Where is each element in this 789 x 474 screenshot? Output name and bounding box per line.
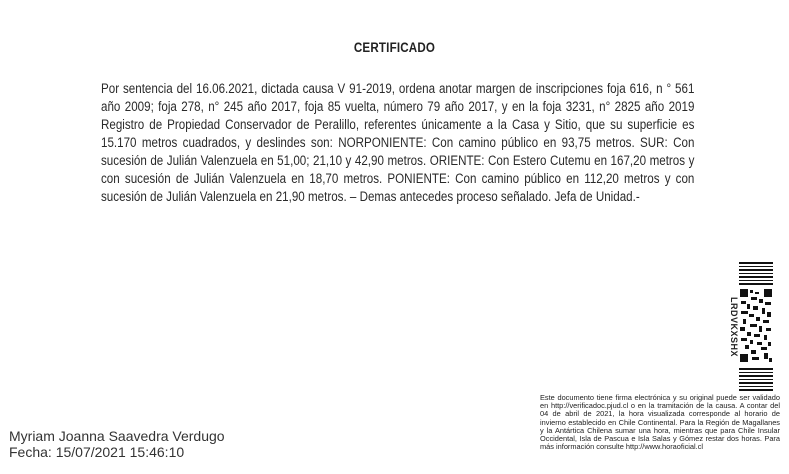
verification-code: LRDVKXSHX [729,296,739,357]
signature-date: Fecha: 15/07/2021 15:46:10 [9,444,185,460]
signature-block [9,428,225,460]
document-title: CERTIFICADO [353,40,436,55]
certificate-body: Por sentencia del 16.06.2021, dictada causa V 91-2019, ordena anotar margen de inscripciones foja 616, n ° 561 año 2009; foja 278, n° 245 año 2017, foja 85 vuelta, número 79 año 2017, y en la foja 3231, n° 2825 año 2019 Registro de Propiedad Conservador de Peralillo, referentes únicamente a la Casa y Sitio, que su superficie es 15.170 metros cuadrados, y deslindes son: NORPONIENTE: Con camino público en 93,75 metros. SUR: Con sucesión de Julián Valenzuela en 51,00; 21,10 y 42,90 metros. ORIENTE: Con Estero Cutemu en 167,20 metros y con sucesión de Julián Valenzuela en 18,70 metros. PONIENTE: Con camino público en 112,20 metros y con sucesión de Julián Valenzuela en 21,90 metros. – Demas antecedes proceso señalado. Jefa de Unidad.- [101,81,695,204]
signer-name: Myriam Joanna Saavedra Verdugo [9,428,225,444]
qr-code-icon [737,262,775,392]
electronic-signature-note: Este documento tiene firma electrónica y su original puede ser validado en http://verificadoc.pjud.cl o en la tramitación de la causa. A contar del 04 de abril de 2021, la hora visualizada corresponde al horario de invierno establecido en Chile Continental. Para la Región de Magallanes y la Antártica Chilena sumar una hora, mientras que para Chile Insular Occidental, Isla de Pascua e Isla Salas y Gómez restar dos horas. Para más información consulte http://www.horaoficial.cl [540,393,780,452]
